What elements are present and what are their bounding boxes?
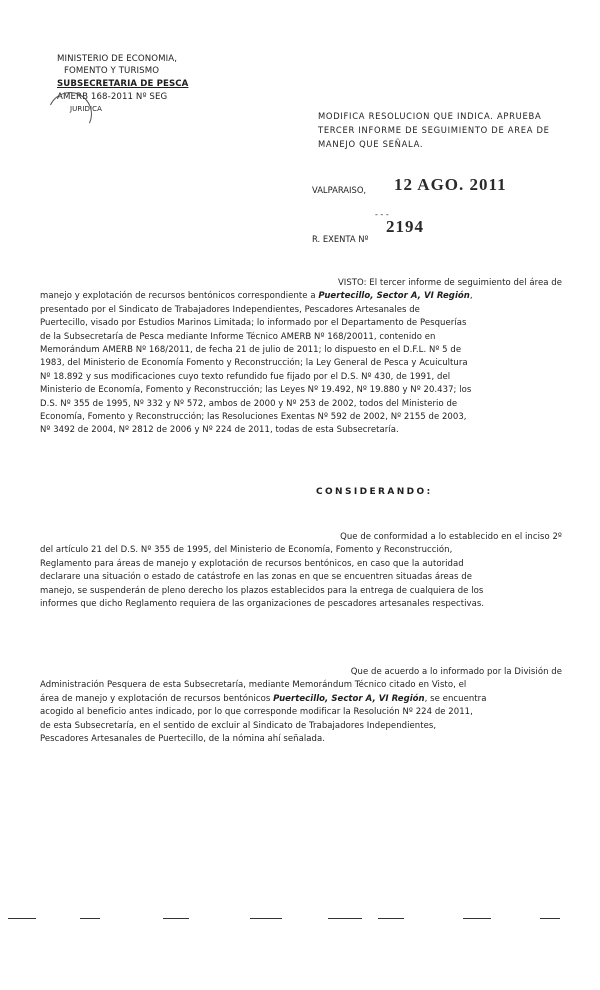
- juridica-label: JURIDICA: [70, 105, 103, 113]
- footer-dash: [540, 918, 560, 919]
- paragraph-line: manejo, se suspenderán de pleno derecho los plazos establecidos para la entrega de cualquiera de los: [40, 585, 484, 596]
- footer-dash: [8, 918, 36, 919]
- footer-dash: [80, 918, 100, 919]
- footer-dash: [250, 918, 282, 919]
- visto-line: 1983, del Ministerio de Economía Fomento y Reconstrucción; la Ley General de Pesca y Acuicultura: [40, 358, 468, 369]
- document-code: AMERB 168-2011 Nº SEG: [57, 92, 168, 102]
- considerando-paragraph-2: [40, 666, 570, 746]
- paragraph-line: declarare una situación o estado de catástrofe en las zonas en que se encuentren situadas áreas de: [40, 572, 472, 583]
- paragraph-line: Que de conformidad a lo establecido en el inciso 2º: [340, 532, 562, 542]
- paragraph-line: informes que dicho Reglamento requiera de las organizaciones de pescadores artesanales respectivas.: [40, 599, 485, 610]
- date-stamp: 12 AGO. 2011: [394, 175, 507, 194]
- place-label: VALPARAISO,: [312, 185, 367, 195]
- footer-dash: [163, 918, 189, 919]
- paragraph-line: acogido al beneficio antes indicado, por lo que corresponde modificar la Resolución Nº 224 de 2011,: [40, 707, 473, 718]
- paragraph-line: Que de acuerdo a lo informado por la División de: [350, 667, 562, 677]
- footer-dash: [463, 918, 491, 919]
- subsecretaria-name: SUBSECRETARIA DE PESCA: [57, 79, 189, 89]
- visto-line: Nº 18.892 y sus modificaciones cuyo texto refundido fue fijado por el D.S. Nº 430, de 1991, del: [40, 371, 451, 382]
- visto-line: Ministerio de Economía, Fomento y Reconstrucción; las Leyes Nº 19.492, Nº 19.880 y Nº 20.437; los: [40, 385, 472, 396]
- exenta-label: R. EXENTA Nº: [312, 234, 369, 244]
- visto-line: manejo y explotación de recursos bentónicos correspondiente a Puertecillo, Sector A, VI Región,: [40, 291, 473, 302]
- paragraph-line: Administración Pesquera de esta Subsecretaría, mediante Memorándum Técnico citado en Visto, el: [40, 680, 467, 691]
- paragraph-line: área de manejo y explotación de recursos bentónicos Puertecillo, Sector A, VI Región, se encuentra: [40, 693, 487, 704]
- place-emphasis: Puertecillo, Sector A, VI Región: [318, 291, 470, 302]
- place-emphasis: Puertecillo, Sector A, VI Región: [273, 693, 425, 704]
- paragraph-line: Pescadores Artesanales de Puertecillo, de la nómina ahí señalada.: [40, 734, 325, 745]
- paragraph-line: Reglamento para áreas de manejo y explotación de recursos bentónicos, en caso que la autoridad: [40, 558, 464, 569]
- dash-mark: - - -: [375, 210, 389, 219]
- resolution-number: 2194: [386, 217, 424, 236]
- paragraph-line: de esta Subsecretaría, en el sentido de excluir al Sindicato de Trabajadores Independientes,: [40, 720, 437, 731]
- ministry-name: MINISTERIO DE ECONOMIA,: [57, 54, 178, 64]
- considerando-paragraph-1: [40, 531, 570, 611]
- visto-line: VISTO: El tercer informe de seguimiento del área de: [337, 278, 562, 288]
- visto-line: Puertecillo, visado por Estudios Marinos Limitada; lo informado por el Departamento de Pesquerías: [40, 318, 467, 329]
- considerando-heading: CONSIDERANDO:: [316, 487, 433, 497]
- visto-line: Economía, Fomento y Reconstrucción; las Resoluciones Exentas Nº 592 de 2002, Nº 2155 de 2003,: [40, 412, 467, 423]
- paragraph-line: del artículo 21 del D.S. Nº 355 de 1995, del Ministerio de Economía, Fomento y Reconstrucción,: [40, 545, 453, 556]
- resolution-subject: MODIFICA RESOLUCION QUE INDICA. APRUEBA TERCER INFORME DE SEGUIMIENTO DE AREA DE MANEJO QUE SEÑALA.: [318, 111, 550, 149]
- footer-dash: [378, 918, 404, 919]
- visto-line: D.S. Nº 355 de 1995, Nº 332 y Nº 572, ambos de 2000 y Nº 253 de 2002, todos del Ministerio de: [40, 398, 458, 409]
- footer-dash: [328, 918, 362, 919]
- visto-paragraph: [40, 277, 570, 438]
- visto-line: presentado por el Sindicato de Trabajadores Independientes, Pescadores Artesanales de: [40, 304, 420, 315]
- visto-line: Memorándum AMERB Nº 168/2011, de fecha 21 de julio de 2011; lo dispuesto en el D.F.L. Nº 5 de: [40, 345, 462, 356]
- visto-line: de la Subsecretaría de Pesca mediante Informe Técnico AMERB Nº 168/20011, contenido en: [40, 331, 436, 342]
- ministry-name-line2: FOMENTO Y TURISMO: [64, 66, 160, 76]
- visto-line: Nº 3492 de 2004, Nº 2812 de 2006 y Nº 224 de 2011, todas de esta Subsecretaría.: [40, 425, 399, 436]
